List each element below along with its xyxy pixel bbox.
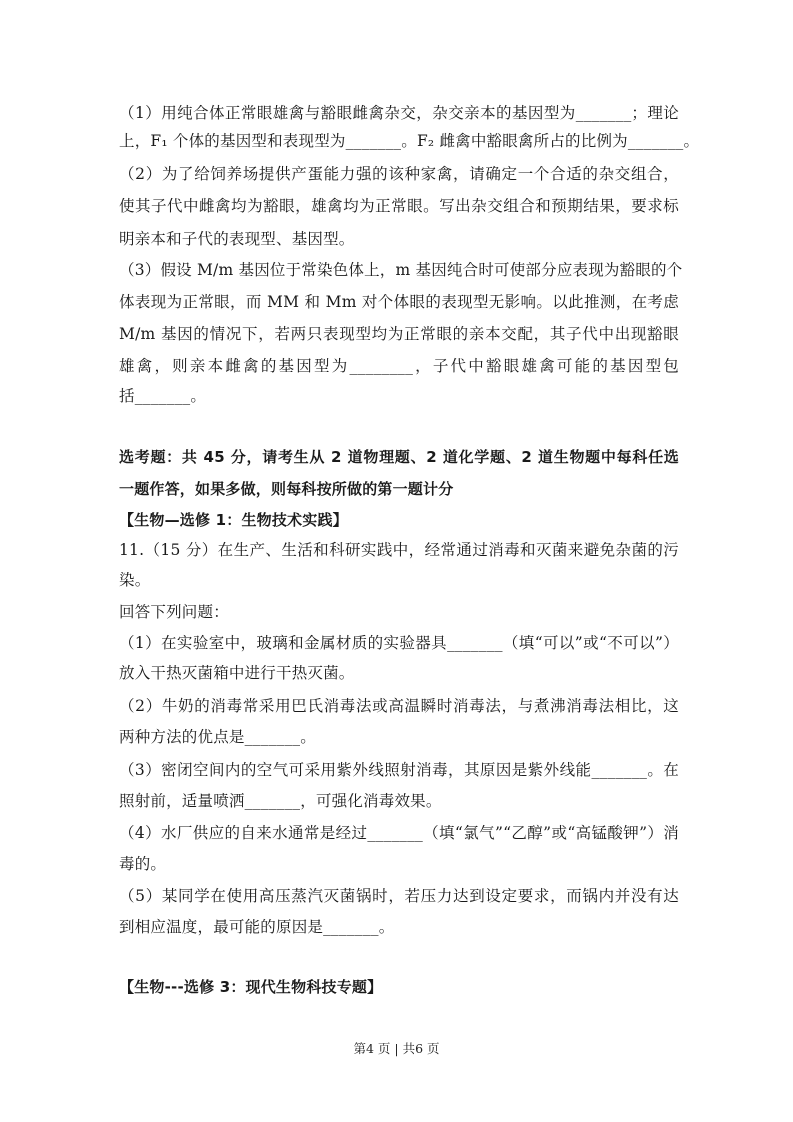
text-line: （5）某同学在使用高压蒸汽灭菌锅时，若压力达到设定要求，而锅内并没有达: [119, 887, 679, 905]
text-line: 染。: [119, 571, 151, 589]
text-line: 两种方法的优点是_______。: [119, 728, 316, 746]
text-line: （3）假设 M/m 基因位于常染色体上，m 基因纯合时可使部分应表现为豁眼的个: [119, 261, 683, 279]
text-line: 放入干热灭菌箱中进行干热灭菌。: [119, 664, 355, 682]
text-line: （2）牛奶的消毒常采用巴氏消毒法或高温瞬时消毒法，与煮沸消毒法相比，这: [119, 697, 679, 715]
text-line: （1）在实验室中，玻璃和金属材质的实验器具_______（填“可以”或“不可以”）: [119, 634, 679, 652]
section-heading-line: 【生物---选修 3：现代生物科技专题】: [119, 978, 383, 996]
section-heading-line: 【生物—选修 1：生物技术实践】: [119, 511, 348, 529]
text-line: 使其子代中雌禽均为豁眼，雄禽均为正常眼。写出杂交组合和预期结果，要求标: [119, 197, 679, 215]
page-footer: 第4 页 | 共6 页: [353, 1041, 440, 1056]
text-line: 11.（15 分）在生产、生活和科研实践中，经常通过消毒和灭菌来避免杂菌的污: [119, 541, 679, 559]
section-heading-line: 选考题：共 45 分，请考生从 2 道物理题、2 道化学题、2 道生物题中每科任选: [119, 448, 679, 466]
text-line: 照射前，适量喷洒_______，可强化消毒效果。: [119, 792, 442, 810]
text-line: 毒的。: [119, 855, 167, 873]
text-line: （2）为了给饲养场提供产蛋能力强的该种家禽，请确定一个合适的杂交组合，: [119, 165, 679, 183]
text-line: 回答下列问题：: [119, 603, 229, 621]
text-line: （1）用纯合体正常眼雄禽与豁眼雌禽杂交，杂交亲本的基因型为_______；理论: [119, 104, 679, 122]
text-line: M/m 基因的情况下，若两只表现型均为正常眼的亲本交配，其子代中出现豁眼: [119, 325, 679, 343]
section-heading-line: 一题作答，如果多做，则每科按所做的第一题计分: [119, 480, 454, 498]
text-line: （4）水厂供应的自来水通常是经过_______（填“氯气”“乙醇”或“高锰酸钾”）消: [119, 824, 679, 842]
text-line: 体表现为正常眼，而 MM 和 Mm 对个体眼的表现型无影响。以此推测，在考虑: [119, 293, 679, 311]
text-line: 上，F₁ 个体的基因型和表现型为_______。F₂ 雌禽中豁眼禽所占的比例为_______。: [119, 132, 700, 150]
text-line: 明亲本和子代的表现型、基因型。: [119, 230, 355, 248]
text-line: （3）密闭空间内的空气可采用紫外线照射消毒，其原因是紫外线能_______。在: [119, 761, 679, 779]
text-line: 到相应温度，最可能的原因是_______。: [119, 918, 395, 936]
text-line: 括_______。: [119, 387, 207, 405]
text-line: 雄禽，则亲本雌禽的基因型为________，子代中豁眼雄禽可能的基因型包: [119, 357, 679, 375]
